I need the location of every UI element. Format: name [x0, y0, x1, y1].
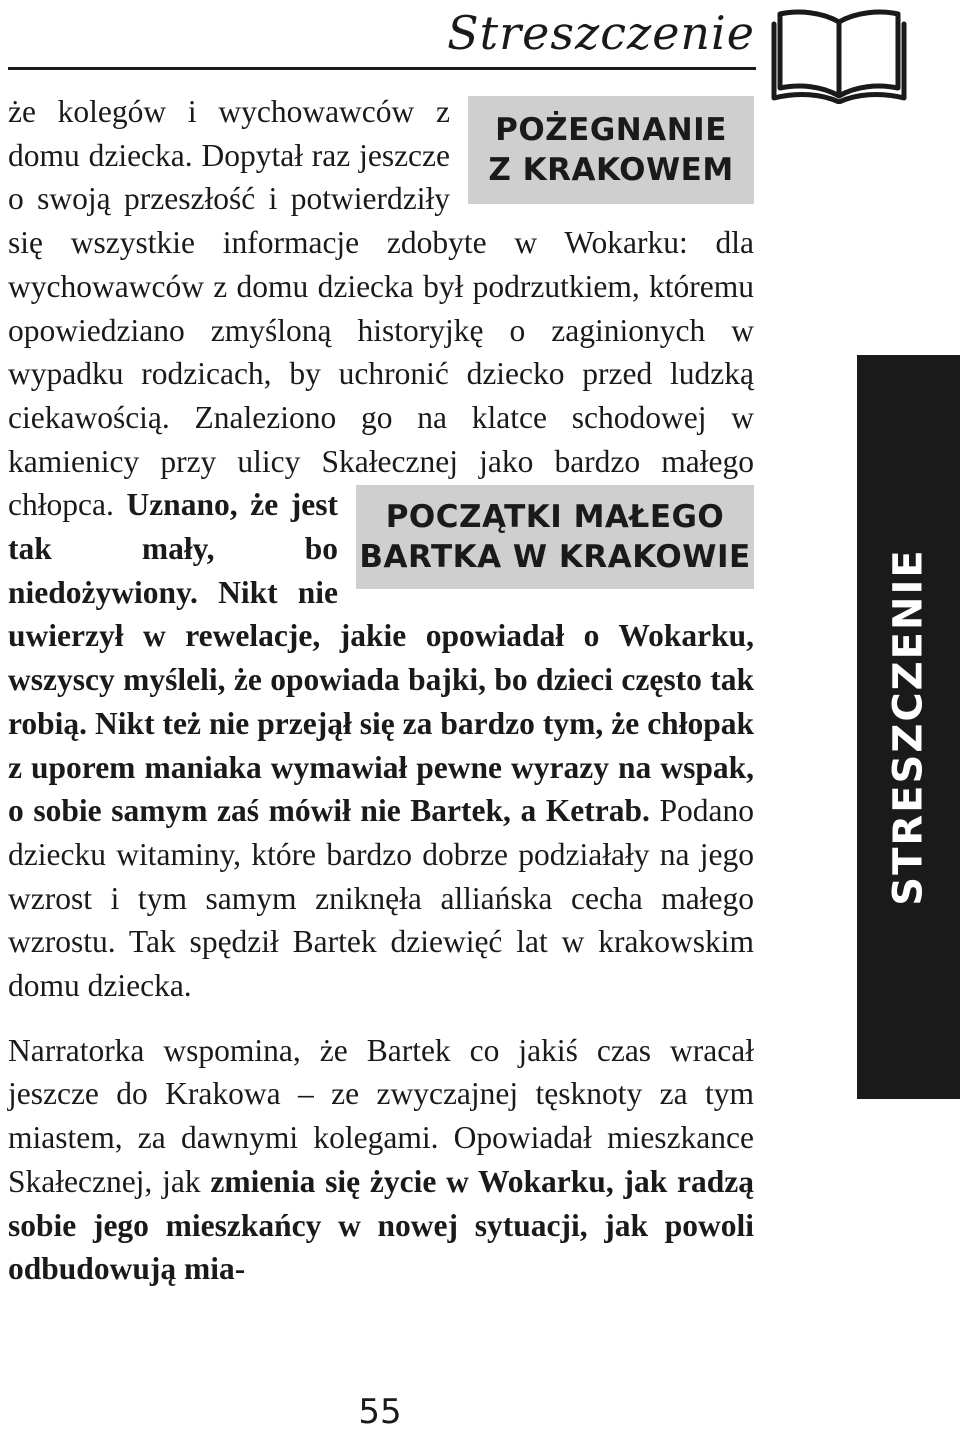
header-rule [8, 67, 756, 70]
section-box-beginnings-line1: POCZĄTKI MAŁEGO [385, 499, 725, 536]
paragraph-1-text-c: Podano dziecku witaminy, które bardzo dobrze podziałały na jego wzrost i tym samym zniknęła alliańska cecha małego wzrostu. Tak spędził Bartek dziewięć lat w krakowskim domu dziecka. [8, 793, 755, 1004]
header-title: Streszczenie [447, 6, 755, 60]
paragraph-2-text-a: Narratorka wspomina, że Bartek co jakiś czas wracał jeszcze do Krakowa – ze zwyczajnej tęsknoty za tym miastem, za dawnymi kolegami. Opowiadał mieszkance Skałecznej, jak [8, 1032, 754, 1199]
main-text [8, 90, 754, 1291]
section-box-beginnings [356, 485, 754, 589]
paragraph-1 [8, 90, 754, 1008]
paragraph-2 [8, 1029, 754, 1291]
section-box-farewell-line1: POŻEGNANIE [495, 112, 727, 148]
section-box-beginnings-line2: BARTKA W KRAKOWIE [359, 539, 751, 576]
side-tab-label: STRESZCZENIE [885, 548, 932, 906]
section-box-farewell [468, 96, 754, 204]
paragraph-1-text-a: że kolegów i wychowawców z domu dziecka. Dopytał raz jeszcze o swoją przeszłość i potwierdziły się wszystkie informacje zdobyte w Wokarku: dla wychowawców z domu dziecka był podrzutkiem, któremu opowiedziano zmyśloną historyjkę o zaginionych w wypadku rodzicach, by uchronić dziecko przed ludzką ciekawością. Znaleziono go na klatce schodowej w kamienicy przy ulicy Skałecznej jako bardzo małego chłopca. [8, 94, 754, 523]
side-tab [857, 355, 960, 1099]
page-number: 55 [358, 1392, 402, 1432]
section-box-farewell-line2: Z KRAKOWEM [488, 152, 734, 188]
paragraph-1-text-b-bold: Uznano, że jest tak mały, bo niedożywiony. Nikt nie uwierzył w rewelacje, jakie opowiadał o Wokarku, wszyscy myśleli, że opowiada bajki, bo dzieci często tak robią. Nikt też nie przejął się za bardzo tym, że chłopak z uporem maniaka wymawiał pewne wyrazy na wspak, o sobie samym zaś mówił nie Bartek, a Ketrab. [8, 487, 754, 829]
open-book-icon [770, 4, 908, 104]
paragraph-2-text-b-bold: zmienia się życie w Wokarku, jak radzą sobie jego mieszkańcy w nowej sytuacji, jak powoli odbudowują mia- [8, 1163, 754, 1287]
